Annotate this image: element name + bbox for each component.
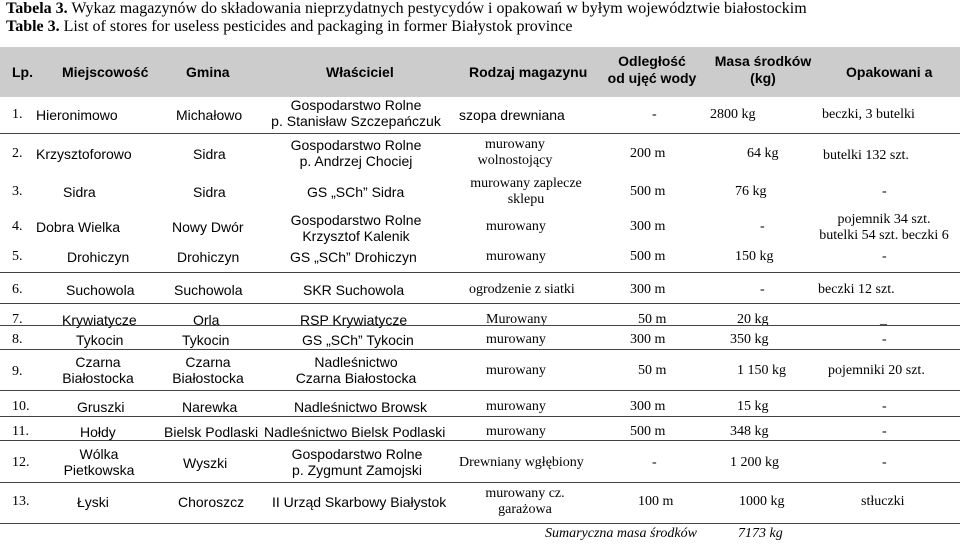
- cell-odleglosc: 50 m: [638, 363, 667, 378]
- cell-miejscowosc: Łyski: [77, 494, 109, 510]
- cell-gmina: Nowy Dwór: [172, 219, 244, 235]
- cell-odleglosc: 300 m: [630, 219, 666, 234]
- cell-rodzaj: murowany: [486, 219, 546, 234]
- cell-wlasciciel: GS „SCh” Sidra: [307, 184, 405, 200]
- cell-lp: 4.: [12, 219, 23, 234]
- row-divider: [0, 133, 960, 134]
- cell-gmina: Narewka: [182, 399, 238, 415]
- cell-gmina: Choroszcz: [178, 494, 245, 510]
- cell-lp: 9.: [12, 364, 23, 379]
- cell-wlasciciel: Gospodarstwo Rolne p. Andrzej Chociej: [290, 137, 422, 169]
- cell-lp: 2.: [12, 146, 23, 161]
- cell-miejscowosc: Wólka Pietkowska: [63, 446, 135, 478]
- cell-opakowania: pojemnik 34 szt. butelki 54 szt. beczki 6: [819, 212, 949, 243]
- cell-miejscowosc: Hieronimowo: [36, 107, 118, 123]
- cell-opakowania: -: [882, 424, 887, 439]
- cell-gmina: Orla: [193, 312, 220, 328]
- summary-value: 7173 kg: [738, 526, 783, 541]
- cell-opakowania: beczki, 3 butelki: [822, 107, 915, 122]
- cell-gmina: Tykocin: [182, 332, 230, 348]
- cell-masa: 1 200 kg: [730, 455, 779, 470]
- cell-odleglosc: 300 m: [630, 399, 666, 414]
- cell-wlasciciel: Nadleśnictwo Bielsk Podlaski: [264, 424, 446, 440]
- cell-gmina: Sidra: [193, 184, 226, 200]
- table-caption-pl: Tabela 3. Wykaz magazynów do składowania nieprzydatnych pestycydów i opakowań w byłym województwie białostockim: [6, 0, 807, 17]
- cell-masa: -: [760, 282, 765, 297]
- cell-miejscowosc: Dobra Wielka: [36, 219, 121, 235]
- cell-opakowania: _: [880, 312, 887, 327]
- cell-lp: 10.: [12, 399, 30, 414]
- cell-miejscowosc: Suchowola: [66, 282, 135, 298]
- cell-opakowania: stłuczki: [861, 494, 905, 509]
- cell-wlasciciel: Gospodarstwo Rolne p. Zygmunt Zamojski: [291, 446, 423, 478]
- row-divider: [0, 523, 960, 524]
- cell-opakowania: -: [882, 184, 887, 199]
- cell-odleglosc: 300 m: [630, 332, 666, 347]
- table-caption-en: Table 3. List of stores for useless pesticides and packaging in former Białystok province: [6, 18, 573, 35]
- cell-wlasciciel: II Urząd Skarbowy Białystok: [272, 494, 447, 510]
- cell-lp: 12.: [12, 455, 30, 470]
- row-divider: [0, 272, 960, 273]
- cell-rodzaj: murowany zaplecze sklepu: [470, 176, 582, 207]
- cell-lp: 8.: [12, 332, 23, 347]
- cell-rodzaj: murowany: [486, 399, 546, 414]
- cell-wlasciciel: GS „SCh” Drohiczyn: [290, 249, 417, 265]
- cell-miejscowosc: Sidra: [63, 184, 96, 200]
- cell-wlasciciel: Gospodarstwo Rolne Krzysztof Kalenik: [290, 212, 422, 244]
- header-wlasciciel: Właściciel: [326, 64, 394, 80]
- cell-gmina: Suchowola: [174, 282, 243, 298]
- header-gmina: Gmina: [186, 64, 230, 80]
- cell-odleglosc: -: [652, 107, 657, 122]
- cell-miejscowosc: Czarna Białostocka: [62, 354, 134, 386]
- cell-masa: -: [760, 219, 765, 234]
- cell-gmina: Wyszki: [183, 455, 228, 471]
- cell-rodzaj: murowany wolnostojący: [477, 137, 553, 168]
- summary-label: Sumaryczna masa środków: [545, 526, 697, 541]
- cell-rodzaj: ogrodzenie z siatki: [469, 282, 575, 297]
- header-opakowania: Opakowani a: [846, 64, 933, 80]
- row-divider: [0, 390, 960, 391]
- cell-masa: 76 kg: [735, 184, 767, 199]
- cell-lp: 6.: [12, 282, 23, 297]
- cell-rodzaj: murowany cz. garażowa: [485, 486, 565, 517]
- cell-miejscowosc: Tykocin: [76, 332, 124, 348]
- row-divider: [0, 303, 960, 304]
- row-divider: [0, 440, 960, 441]
- cell-masa: 350 kg: [730, 332, 769, 347]
- row-divider: [0, 416, 960, 417]
- cell-gmina: Bielsk Podlaski: [164, 424, 259, 440]
- cell-rodzaj: Murowany: [486, 312, 548, 327]
- cell-opakowania: pojemniki 20 szt.: [828, 363, 925, 378]
- cell-wlasciciel: GS „SCh” Tykocin: [302, 332, 414, 348]
- cell-gmina: Sidra: [193, 146, 226, 162]
- cell-gmina: Czarna Białostocka: [172, 354, 244, 386]
- cell-wlasciciel: Nadleśnictwo Czarna Białostocka: [295, 354, 417, 386]
- cell-odleglosc: 500 m: [630, 424, 666, 439]
- cell-miejscowosc: Drohiczyn: [67, 249, 130, 265]
- cell-masa: 1000 kg: [739, 494, 785, 509]
- cell-lp: 1.: [12, 107, 23, 122]
- cell-miejscowosc: Krywiatycze: [62, 312, 137, 328]
- cell-opakowania: butelki 132 szt.: [823, 148, 909, 163]
- cell-odleglosc: 300 m: [630, 282, 666, 297]
- cell-masa: 20 kg: [737, 312, 769, 327]
- cell-odleglosc: 500 m: [630, 249, 666, 264]
- cell-lp: 7.: [12, 312, 23, 327]
- cell-lp: 11.: [12, 424, 29, 439]
- header-masa: Masa środków (kg): [714, 53, 812, 86]
- cell-masa: 2800 kg: [710, 107, 756, 122]
- cell-lp: 5.: [12, 249, 23, 264]
- cell-rodzaj: murowany: [486, 332, 546, 347]
- cell-wlasciciel: SKR Suchowola: [303, 282, 405, 298]
- cell-rodzaj: szopa drewniana: [459, 107, 565, 123]
- cell-opakowania: beczki 12 szt.: [818, 282, 895, 297]
- cell-lp: 13.: [12, 494, 30, 509]
- cell-miejscowosc: Hołdy: [80, 424, 116, 440]
- header-odleglosc: Odległość od ujęć wody: [607, 53, 697, 86]
- cell-masa: 64 kg: [747, 146, 779, 161]
- cell-opakowania: -: [882, 399, 887, 414]
- cell-rodzaj: murowany: [486, 363, 546, 378]
- cell-masa: 150 kg: [735, 249, 774, 264]
- cell-miejscowosc: Krzysztoforowo: [36, 146, 132, 162]
- cell-odleglosc: 50 m: [638, 312, 667, 327]
- cell-masa: 15 kg: [737, 399, 769, 414]
- header-rodzaj: Rodzaj magazynu: [469, 64, 588, 80]
- cell-rodzaj: murowany: [486, 249, 546, 264]
- row-divider: [0, 482, 960, 483]
- cell-masa: 1 150 kg: [737, 363, 786, 378]
- cell-wlasciciel: RSP Krywiatycze: [300, 312, 408, 328]
- cell-rodzaj: murowany: [486, 424, 546, 439]
- cell-lp: 3.: [12, 184, 23, 199]
- header-miejscowosc: Miejscowość: [62, 64, 149, 80]
- cell-gmina: Michałowo: [176, 107, 243, 123]
- row-divider: [0, 349, 960, 350]
- cell-odleglosc: 100 m: [638, 494, 674, 509]
- cell-masa: 348 kg: [730, 424, 769, 439]
- cell-odleglosc: 200 m: [630, 146, 666, 161]
- cell-opakowania: -: [882, 455, 887, 470]
- cell-wlasciciel: Gospodarstwo Rolne p. Stanisław Szczepańczuk: [271, 97, 441, 129]
- cell-wlasciciel: Nadleśnictwo Browsk: [294, 399, 428, 415]
- cell-odleglosc: -: [652, 455, 657, 470]
- row-divider: [0, 325, 960, 326]
- cell-gmina: Drohiczyn: [177, 249, 240, 265]
- cell-rodzaj: Drewniany wgłębiony: [459, 455, 584, 470]
- cell-opakowania: -: [882, 332, 887, 347]
- cell-miejscowosc: Gruszki: [77, 399, 125, 415]
- cell-odleglosc: 500 m: [630, 184, 666, 199]
- cell-opakowania: -: [882, 249, 887, 264]
- header-lp: Lp.: [12, 64, 33, 80]
